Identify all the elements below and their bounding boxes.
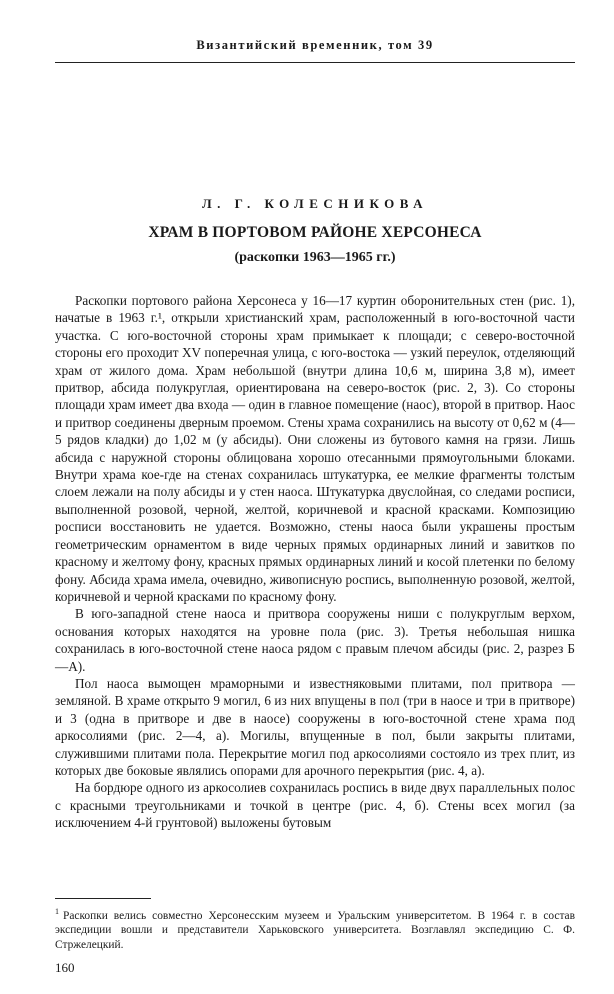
footnote-text: Раскопки велись совместно Херсонесским музеем и Уральским университетом. В 1964 г. в состав экспедиции вошли и представители Харьковского университета. Возглавлял экспедицию С. Ф. Стржелецкий. — [55, 909, 575, 951]
header-rule — [55, 62, 575, 63]
article-title: ХРАМ В ПОРТОВОМ РАЙОНЕ ХЕРСОНЕСА — [148, 224, 482, 241]
article-subtitle: (раскопки 1963—1965 гг.) — [234, 250, 396, 265]
body-paragraph: В юго-западной стене наоса и притвора сооружены ниши с полукруглым верхом, основания которых находятся на уровне пола (рис. 3). Третья небольшая нишка сохранилась в юго-восточной стене наоса рядом с правым плечом абсиды (рис. 2, разрез Б—А). — [55, 606, 575, 674]
body-paragraph: Раскопки портового района Херсонеса у 16—17 куртин оборонительных стен (рис. 1), начатые в 1963 г.¹, открыли христианский храм, расположенный в юго-восточной части участка. С юго-восточной стороны храм примыкает к площади; с северо-восточной стороны его проходит XV поперечная улица, с юго-востока — узкий переулок, отделяющий храм от жилого дома. Храм небольшой (внутри длина 10,6 м, ширина 3,8 м), имеет притвор, абсида полукруглая, ориентирована на северо-восток (рис. 2, 3). Со стороны площади храм имеет два входа — один в главное помещение (наос), второй в притвор. Наос и притвор соединены дверным проемом. Стены храма сохранились на высоту от 0,62 м (4—5 рядов кладки) до 1,02 м (у абсиды). Они сложены из бутового камня на грязи. Лишь абсида с наружной стороны облицована хорошо отесанными прямоугольными блоками. Внутри храма кое-где на стенах сохранилась штукатурка, ее мелкие фрагменты толстым слоем лежали на полу абсиды и у стен наоса. Штукатурка двуслойная, со следами росписи, выполненной розовой, черной, желтой, коричневой и красной красками. Композицию росписи восстановить не удается. Возможно, стены наоса были украшены простым геометрическим орнаментом в виде черных прямых ординарных линий и завитков по красному и желтому фону, красных прямых ординарных линий и косой плетенки по белому фону. Абсида храма имела, очевидно, живописную роспись, выполненную розовой, желтой, коричневой и черной красками по красному фону. — [55, 293, 575, 604]
article-author: Л. Г. КОЛЕСНИКОВА — [202, 196, 428, 211]
footnote-rule — [55, 898, 151, 899]
body-paragraph: На бордюре одного из аркосолиев сохранилась роспись в виде двух параллельных полос с красными треугольниками и точкой в центре (рис. 4, б). Стены всех могил (за исключением 4-й грунтовой) выложены бутовым — [55, 780, 575, 831]
footnote-mark: 1 — [55, 907, 59, 916]
article-body — [55, 292, 575, 832]
page-number: 160 — [55, 960, 75, 975]
running-head: Византийский временник, том 39 — [196, 38, 434, 52]
footnote — [55, 905, 575, 953]
body-paragraph: Пол наоса вымощен мраморными и известняковыми плитами, пол притвора — земляной. В храме открыто 9 могил, 6 из них впущены в пол (три в наосе и три в притворе) и 3 (одна в притворе и две в наосе) сооружены в юго-восточной стене храма под аркосолиями (рис. 2—4, а). Могилы, впущенные в пол, были закрыты плитами, служившими плитами пола. Перекрытие могил под аркосолиями состояло из трех плит, из которых две боковые являлись опорами для арочного перекрытия (рис. 4, а). — [55, 675, 575, 778]
